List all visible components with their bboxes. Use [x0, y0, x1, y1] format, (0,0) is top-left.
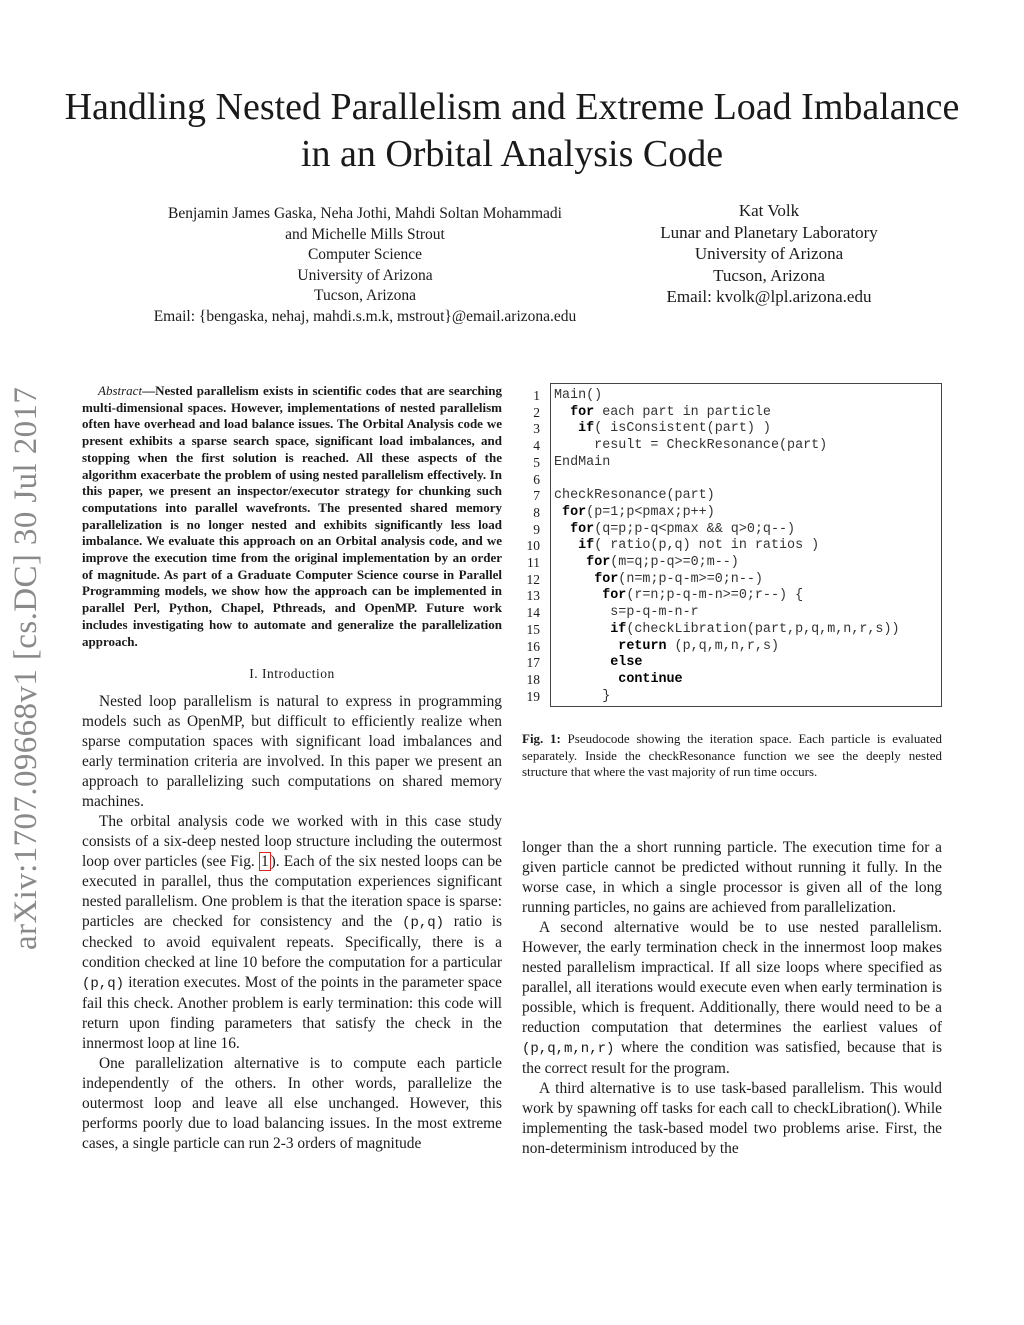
intro-paragraph-1: Nested loop parallelism is natural to express in programming models such as OpenMP, but difficult to efficiently realize when sparse computation spaces with significant load imbalances and early termination criteria are involved. In this paper we present an approach to parallelizing such computations on shared memory machines.	[82, 693, 502, 811]
code-line: EndMain	[554, 454, 611, 470]
figure-reference-link[interactable]: 1	[260, 853, 269, 871]
line-number: 9	[533, 521, 540, 537]
author-line: Benjamin James Gaska, Neha Jothi, Mahdi Soltan Mohammadi	[168, 205, 562, 222]
line-numbers	[522, 388, 540, 705]
code-keyword: for	[586, 555, 611, 571]
author-line: Kat Volk	[738, 201, 800, 220]
affiliation-line: Tucson, Arizona	[314, 287, 416, 305]
pseudocode	[554, 388, 941, 705]
code-line: for(r=n;p-q-m-n>=0;r--) {	[602, 588, 804, 604]
right-paragraph-2: A second alternative would be to use nested parallelism. However, the early termination check in the innermost loop makes nested parallelism impractical. If all size loops where specified as parallel, all iterations would execute even when early termination is possible, which is frequent. Additionally, there would need to be a reduction computation that determines the earliest values of (p,q,m,n,r) where the condition was satisfied, because that is the correct result for the program.	[522, 919, 942, 1077]
code-line: for(p=1;p<pmax;p++)	[562, 504, 715, 520]
code-line	[554, 655, 941, 672]
line-number: 8	[533, 504, 540, 520]
right-paragraph-1: longer than the a short running particle. The execution time for a given particle cannot be predicted without running it fully. In the worse case, in which a single processor is given all of the long running particles, no gains are achieved from parallelization.	[522, 839, 942, 916]
line-number: 17	[526, 655, 540, 671]
code-line: if( isConsistent(part) )	[578, 421, 771, 437]
code-keyword: continue	[618, 671, 683, 687]
code-line: if( ratio(p,q) not in ratios )	[578, 538, 820, 554]
abstract-label: Abstract	[98, 383, 143, 398]
line-number: 2	[533, 404, 540, 420]
code-keyword: if	[610, 621, 627, 637]
code-line	[554, 672, 941, 689]
code-keyword: if	[578, 538, 595, 554]
code-keyword: for	[562, 504, 587, 520]
line-number: 5	[533, 454, 540, 470]
abstract-text: —Nested parallelism exists in scientific codes that are searching multi-dimensional spaces. However, implementations of nested parallelism often have overhead and load balance issues. The Orbital Analysis code we present exhibits a sparse search space, significant load imbalances, and stopping when the first solution is reached. All these aspects of the algorithm exacerbate the problem of using nested parallelism effectively. In this paper, we present an inspector/executor strategy for chunking such computations into parallel wavefronts. The presented shared memory parallelization is no longer nested and exhibits significantly less load imbalance. We evaluate this approach on an Orbital analysis code, and we improve the execution time from the original implementation by an order of magnitude. As part of a Graduate Computer Science course in Parallel Programming models, we show how the approach can be implemented in parallel Perl, Python, Chapel, Pthreads, and OpenMP. Future work includes investigating how to automate and generalize the parallelization approach.	[82, 383, 502, 649]
code-line: Main()	[554, 388, 603, 403]
code-frame	[550, 383, 942, 707]
inline-code: (p,q)	[82, 976, 125, 993]
code-line: for(q=p;p-q<pmax && q>0;q--)	[570, 521, 796, 537]
code-line: for each part in particle	[570, 404, 771, 420]
line-number: 11	[527, 555, 540, 571]
line-number: 19	[526, 688, 540, 704]
paper-title: Handling Nested Parallelism and Extreme Load Imbalance in an Orbital Analysis Code	[64, 86, 960, 175]
line-number: 16	[526, 638, 540, 654]
code-keyword: return	[618, 638, 667, 654]
inline-code: (p,q,m,n,r)	[522, 1041, 615, 1057]
code-keyword: for	[602, 588, 627, 604]
line-number: 3	[533, 421, 540, 437]
caption-label: Fig. 1:	[522, 731, 561, 746]
left-column	[82, 383, 502, 1154]
affiliation-line: University of Arizona	[297, 266, 433, 284]
line-number: 15	[526, 621, 540, 637]
code-line	[554, 472, 941, 489]
abstract	[82, 383, 502, 650]
right-paragraph-3: A third alternative is to use task-based parallelism. This would work by spawning off tasks for each call to checkLibration(). While implementing the task-based model two problems arise. First, the non-determinism introduced by the	[522, 1080, 942, 1157]
code-line: result = CheckResonance(part)	[554, 438, 828, 454]
code-keyword: for	[570, 404, 595, 420]
code-line: }	[554, 688, 611, 704]
inline-code: (p,q)	[402, 915, 445, 932]
right-column	[522, 838, 942, 1159]
intro-paragraph-2: The orbital analysis code we worked with in this case study consists of a six-deep nested loop structure including the outermost loop over particles (see Fig. 1 ). Each of the six nested loops can be executed in parallel, thus the computation experiences significant nested parallelism. One problem is that the iteration space is sparse: particles are checked for consistency and the (p,q) ratio is checked to avoid equivalent repeats. Specifically, there is a condition checked at line 10 before the computation for a particular (p,q) iteration executes. Most of the points in the parameter space fail this check. Another problem is early termination: this code will return upon finding parameters that satisfy the check in the innermost loop at line 16.	[82, 813, 503, 1053]
line-number: 4	[533, 438, 540, 454]
line-number: 1	[533, 388, 540, 403]
section-heading: I. Introduction	[249, 666, 335, 682]
code-keyword: for	[570, 521, 595, 537]
line-number: 7	[533, 488, 540, 504]
line-number: 10	[526, 538, 540, 554]
line-number: 18	[526, 671, 540, 687]
line-number: 14	[526, 605, 540, 621]
affiliation-line: University of Arizona	[694, 244, 844, 264]
code-line: for(n=m;p-q-m>=0;n--)	[594, 571, 763, 587]
code-line: if(checkLibration(part,p,q,m,n,r,s))	[610, 621, 900, 637]
code-line: s=p-q-m-n-r	[554, 605, 699, 621]
figure-1-caption	[522, 731, 942, 781]
code-keyword: else	[610, 655, 643, 671]
code-line: for(m=q;p-q>=0;m--)	[586, 555, 739, 571]
code-keyword: if	[578, 421, 595, 437]
line-number: 6	[533, 471, 540, 487]
affiliation-line: Lunar and Planetary Laboratory	[660, 222, 878, 242]
email-line: Email: kvolk@lpl.arizona.edu	[666, 287, 872, 307]
code-line: return (p,q,m,n,r,s)	[618, 638, 780, 654]
code-line: checkResonance(part)	[554, 488, 715, 504]
arxiv-stamp: arXiv:1707.09668v1 [cs.DC] 30 Jul 2017	[8, 386, 44, 950]
email-line: Email: {bengaska, nehaj, mahdi.s.m.k, mstrout}@email.arizona.edu	[153, 307, 577, 325]
affiliation-line: Computer Science	[307, 246, 423, 264]
code-keyword: for	[594, 571, 619, 587]
intro-paragraph-3: One parallelization alternative is to compute each particle independently of the others. In other words, parallelize the outermost loop and leave all else unchanged. However, this performs poorly due to load balancing issues. In the most extreme cases, a single particle can run 2-3 orders of magnitude	[82, 1055, 502, 1153]
caption-text: Pseudocode showing the iteration space. Each particle is evaluated separately. Inside the checkResonance function we see the deeply nested structure that where the vast majority of run time occurs.	[522, 731, 942, 780]
author-line: and Michelle Mills Strout	[285, 225, 445, 243]
affiliation-line: Tucson, Arizona	[713, 265, 825, 285]
figure-1-code-listing	[522, 383, 942, 707]
author-block-left	[100, 204, 630, 328]
line-number: 12	[526, 571, 540, 587]
author-block-right	[628, 200, 910, 308]
line-number: 13	[526, 588, 540, 604]
